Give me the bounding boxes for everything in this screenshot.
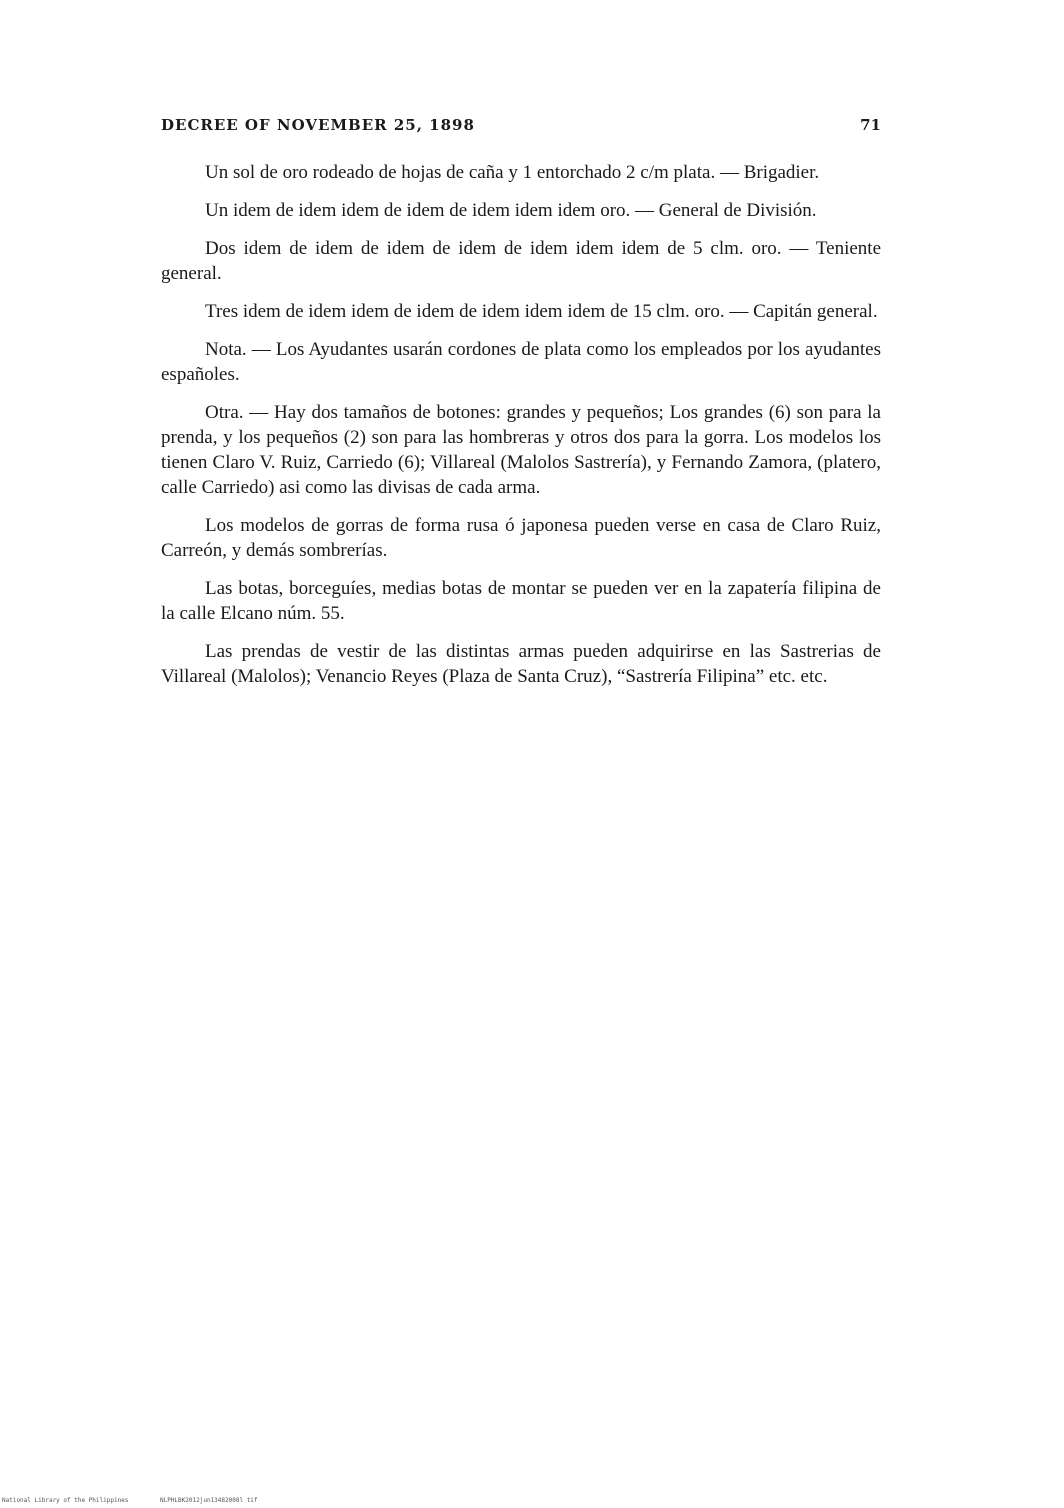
running-head: [161, 116, 881, 140]
paragraph-prendas: Las prendas de vestir de las distintas armas pueden adquirirse en las Sastrerias de Villareal (Malolos); Venancio Reyes (Plaza de Santa Cruz), “Sastrería Filipina” etc. etc.: [161, 641, 881, 687]
scan-footer: [2, 1497, 402, 1507]
running-title: DECREE OF NOVEMBER 25, 1898: [161, 116, 475, 134]
paragraph-teniente-general: Dos idem de idem de idem de idem de idem idem idem de 5 clm. oro. — Teniente general.: [161, 238, 881, 284]
paragraph-nota: Nota. — Los Ayudantes usarán cordones de plata como los empleados por los ayudantes españoles.: [161, 339, 881, 385]
paragraph-botas: Las botas, borceguíes, medias botas de montar se pueden ver en la zapatería filipina de la calle Elcano núm. 55.: [161, 578, 881, 624]
paragraph-general-de-division: Un idem de idem idem de idem de idem idem idem oro. — General de División.: [205, 200, 817, 221]
scan-footer-filename: NLPHLBK2012jun13482008l tif: [160, 1497, 258, 1504]
page-number: 71: [860, 116, 881, 134]
scan-footer-library: National Library of the Philippines: [2, 1497, 129, 1504]
body-text: [161, 160, 881, 702]
paragraph-brigadier: Un sol de oro rodeado de hojas de caña y 1 entorchado 2 c/m plata. — Brigadier.: [205, 162, 820, 183]
paragraph-otra: Otra. — Hay dos tamaños de botones: grandes y pequeños; Los grandes (6) son para la prenda, y los pequeños (2) son para las hombreras y otros dos para la gorra. Los modelos los tienen Claro V. Ruiz, Carriedo (6); Villareal (Malolos Sastrería), y Fernando Zamora, (platero, calle Carriedo) asi como las divisas de cada arma.: [161, 402, 881, 498]
paragraph-gorras: Los modelos de gorras de forma rusa ó japonesa pueden verse en casa de Claro Ruiz, Carreón, y demás sombrerías.: [161, 515, 881, 561]
paragraph-capitan-general: Tres idem de idem idem de idem de idem idem idem de 15 clm. oro. — Capitán general.: [205, 301, 878, 322]
